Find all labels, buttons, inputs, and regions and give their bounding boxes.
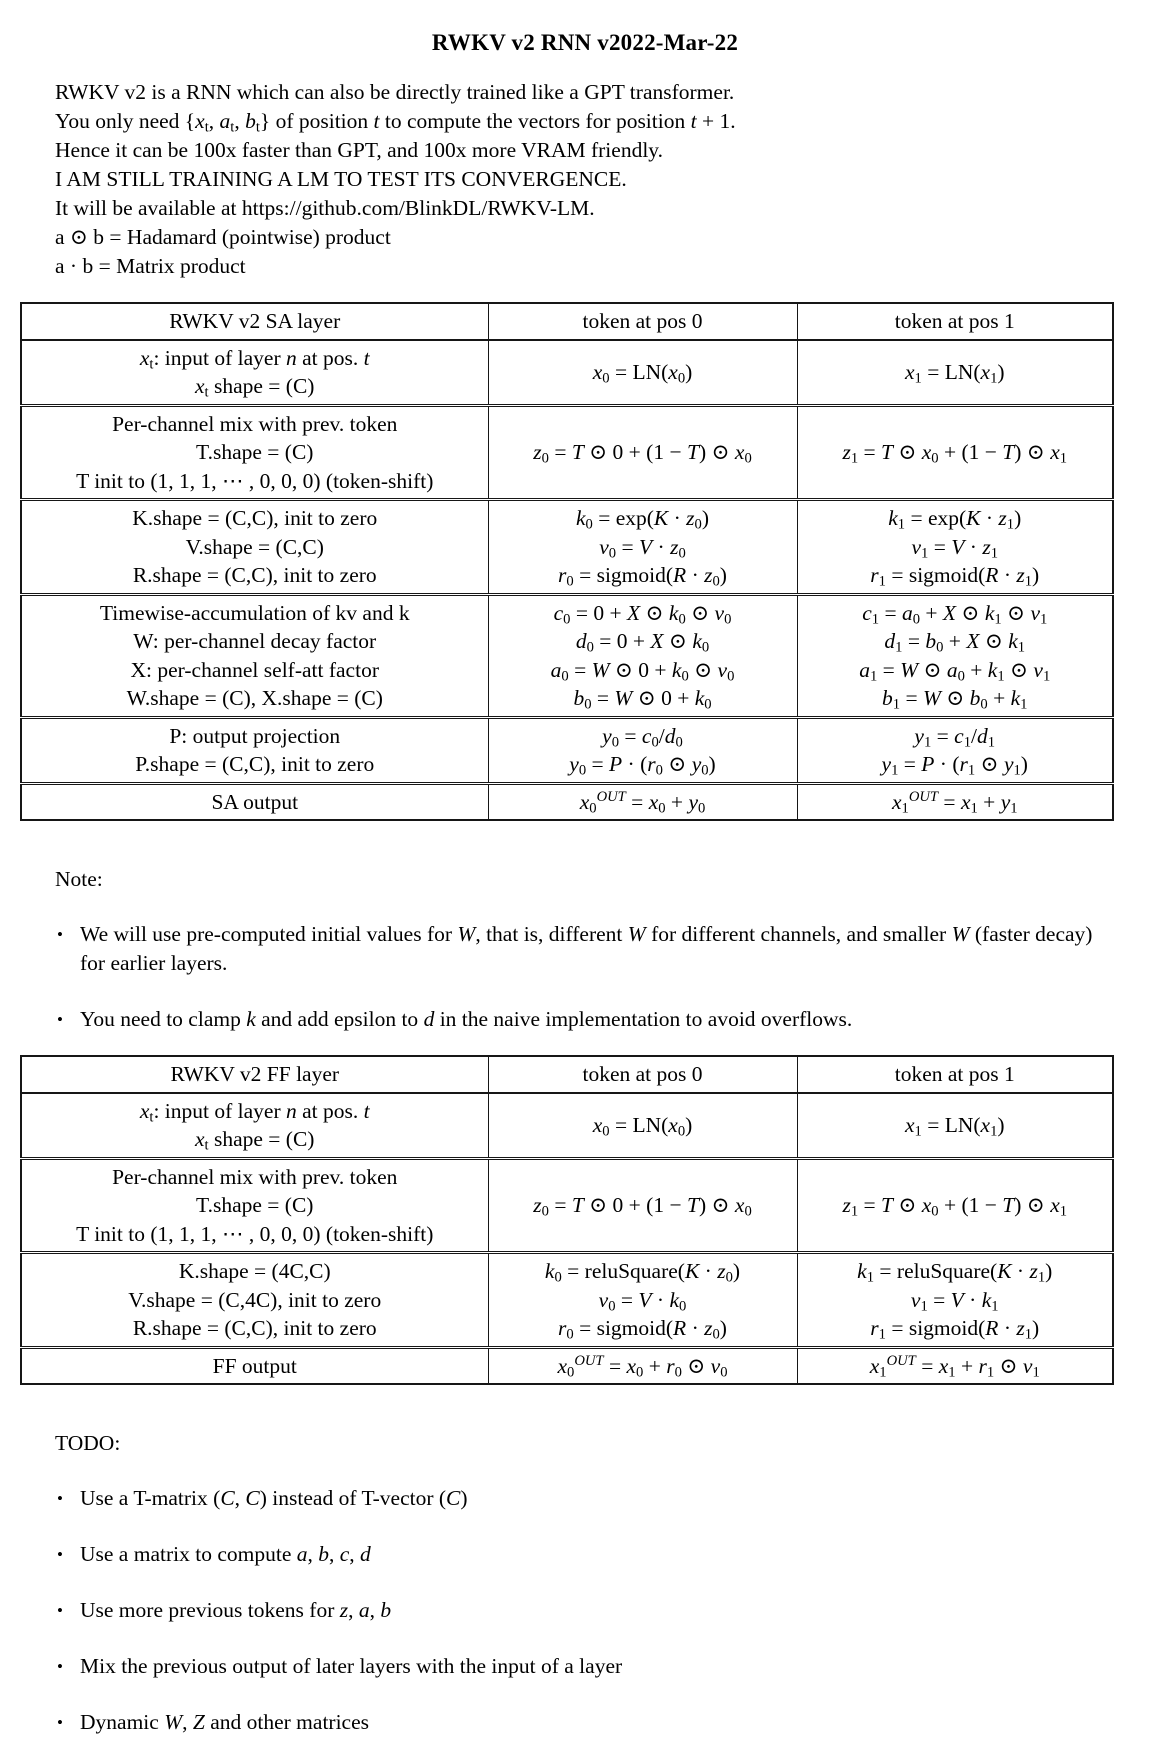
sa-row-projection-pos1: $y_1 = c_1/d_1$ $y_1 = P \cdot (r_1$ ⊙ $y_1$) <box>797 717 1113 783</box>
ff-table-header-row <box>21 1056 1113 1093</box>
intro-line-1: RWKV v2 is a RNN which can also be directly trained like a GPT transformer. <box>55 80 735 104</box>
sa-table-title-cell: RWKV v2 SA layer <box>21 303 488 340</box>
sa-row-projection-label: P: output projection P.shape = (C,C), init to zero <box>21 717 488 783</box>
todo-bullet-4 <box>57 1652 1170 1681</box>
note-bullet-2 <box>57 1005 1170 1034</box>
ff-header-pos0: token at pos 0 <box>488 1056 797 1093</box>
sa-row-kvr-pos1: $k_1 = \exp(K \cdot z_1)$ $v_1 = V \cdot z_1$ $r_1$ = sigmoid(R · $z_1$) <box>797 500 1113 595</box>
sa-row-accumulation-label: Timewise-accumulation of kv and k W: per-channel decay factor X: per-channel self-att factor W.shape = (C), X.shape = (C) <box>21 594 488 717</box>
bullet-icon: • <box>57 1010 63 1029</box>
sa-row-token-mix-pos0: $z_0 = T$ ⊙ 0 + (1 − T) ⊙ $x_0$ <box>488 405 797 500</box>
bullet-icon: • <box>57 1601 63 1620</box>
sa-row-accumulation <box>21 594 1113 717</box>
todo-bullet-2 <box>57 1540 1170 1569</box>
ff-row-output-pos1: $x_1^{OUT} = x_1 + r_1$ ⊙ $v_1$ <box>797 1347 1113 1384</box>
ff-row-input <box>21 1093 1113 1159</box>
bullet-icon: • <box>57 925 63 944</box>
bullet-icon: • <box>57 1489 63 1508</box>
todo-bullet-4-text: Mix the previous output of later layers with the input of a layer <box>80 1654 623 1678</box>
bullet-icon: • <box>57 1545 63 1564</box>
sa-row-kvr-label: K.shape = (C,C), init to zero V.shape = (C,C) R.shape = (C,C), init to zero <box>21 500 488 595</box>
todo-bullet-2-text: Use a matrix to compute a, b, c, d <box>80 1542 371 1566</box>
intro-line-2: You only need {$x_t$, $a_t$, $b_t$} of position t to compute the vectors for position t + 1. <box>55 109 736 136</box>
ff-row-token-mix-pos0: $z_0 = T$ ⊙ 0 + (1 − T) ⊙ $x_0$ <box>488 1158 797 1253</box>
note-bullet-list <box>0 920 1170 1034</box>
sa-row-token-mix <box>21 405 1113 500</box>
note-bullet-1-text: We will use pre-computed initial values for W, that is, different W for different channels, and smaller W (faster decay) for earlier layers. <box>80 922 1093 975</box>
sa-row-input-pos0: $x_0 = LN(x_0)$ <box>488 340 797 406</box>
bullet-icon: • <box>57 1657 63 1676</box>
ff-table-title-cell: RWKV v2 FF layer <box>21 1056 488 1093</box>
todo-bullet-1-text: Use a T-matrix (C, C) instead of T-vector (C) <box>80 1486 468 1510</box>
todo-bullet-list <box>0 1484 1170 1737</box>
ff-header-pos1: token at pos 1 <box>797 1056 1113 1093</box>
sa-row-token-mix-pos1: $z_1 = T$ ⊙ $x_0 + (1 - T)$ ⊙ $x_1$ <box>797 405 1113 500</box>
note-section <box>0 865 1170 1034</box>
sa-row-accumulation-pos0: $c_0 = 0 + X$ ⊙ $k_0$ ⊙ $v_0$ $d_0 = 0 + X$ ⊙ $k_0$ $a_0 = W$ ⊙ $0 + k_0$ ⊙ $v_0$ $b_0 = W$ ⊙ $0 + k_0$ <box>488 594 797 717</box>
todo-heading: TODO: <box>55 1431 121 1455</box>
bullet-icon: • <box>57 1713 63 1732</box>
intro-line-4: I AM STILL TRAINING A LM TO TEST ITS CONVERGENCE. <box>55 167 627 191</box>
intro-line-matrix-def: a · b = Matrix product <box>55 254 246 278</box>
sa-layer-table <box>20 302 1114 821</box>
sa-row-output <box>21 783 1113 820</box>
ff-row-kvr-pos1: $k_1$ = reluSquare(K · $z_1$) $v_1 = V \cdot k_1$ $r_1$ = sigmoid(R · $z_1$) <box>797 1253 1113 1348</box>
sa-header-pos0: token at pos 0 <box>488 303 797 340</box>
sa-header-pos1: token at pos 1 <box>797 303 1113 340</box>
ff-row-token-mix-label: Per-channel mix with prev. token T.shape = (C) T init to (1, 1, 1, ⋯ , 0, 0, 0) (token-shift) <box>21 1158 488 1253</box>
ff-row-token-mix <box>21 1158 1113 1253</box>
sa-row-input <box>21 340 1113 406</box>
sa-row-input-pos1: $x_1 = LN(x_1)$ <box>797 340 1113 406</box>
sa-row-output-pos0: $x_0^{OUT} = x_0 + y_0$ <box>488 783 797 820</box>
sa-row-kvr <box>21 500 1113 595</box>
note-bullet-1 <box>57 920 1170 978</box>
document-title: RWKV v2 RNN v2022-Mar-22 <box>431 30 739 55</box>
ff-row-output-label: FF output <box>21 1347 488 1384</box>
ff-row-kvr-label: K.shape = (4C,C) V.shape = (C,4C), init to zero R.shape = (C,C), init to zero <box>21 1253 488 1348</box>
todo-bullet-5 <box>57 1708 1170 1737</box>
todo-bullet-5-text: Dynamic W, Z and other matrices <box>80 1710 369 1734</box>
intro-line-hadamard-def: a ⊙ b = Hadamard (pointwise) product <box>55 225 391 249</box>
sa-row-projection-pos0: $y_0 = c_0/d_0$ $y_0 = P \cdot (r_0$ ⊙ $y_0$) <box>488 717 797 783</box>
sa-table-header-row <box>21 303 1113 340</box>
ff-row-output-pos0: $x_0^{OUT} = x_0 + r_0$ ⊙ $v_0$ <box>488 1347 797 1384</box>
intro-paragraph <box>55 78 1170 281</box>
sa-row-output-pos1: $x_1^{OUT} = x_1 + y_1$ <box>797 783 1113 820</box>
todo-bullet-3 <box>57 1596 1170 1625</box>
sa-row-token-mix-label: Per-channel mix with prev. token T.shape = (C) T init to (1, 1, 1, ⋯ , 0, 0, 0) (token-shift) <box>21 405 488 500</box>
ff-row-output <box>21 1347 1113 1384</box>
ff-row-kvr <box>21 1253 1113 1348</box>
sa-row-kvr-pos0: $k_0 = \exp(K \cdot z_0)$ $v_0 = V \cdot z_0$ $r_0$ = sigmoid(R · $z_0$) <box>488 500 797 595</box>
sa-row-projection <box>21 717 1113 783</box>
todo-bullet-1 <box>57 1484 1170 1513</box>
sa-row-accumulation-pos1: $c_1 = a_0 + X$ ⊙ $k_1$ ⊙ $v_1$ $d_1 = b_0 + X$ ⊙ $k_1$ $a_1 = W$ ⊙ $a_0 + k_1$ ⊙ $v_1$ $b_1 = W$ ⊙ $b_0 + k_1$ <box>797 594 1113 717</box>
note-bullet-2-text: You need to clamp k and add epsilon to d in the naive implementation to avoid overflows. <box>80 1007 853 1031</box>
ff-layer-table <box>20 1055 1114 1385</box>
todo-section <box>0 1429 1170 1737</box>
ff-row-input-label: $x_t$: input of layer n at pos. t $x_t$ shape = (C) <box>21 1093 488 1159</box>
note-heading: Note: <box>55 867 103 891</box>
todo-bullet-3-text: Use more previous tokens for z, a, b <box>80 1598 392 1622</box>
intro-line-3: Hence it can be 100x faster than GPT, and 100x more VRAM friendly. <box>55 138 664 162</box>
ff-row-input-pos1: $x_1 = LN(x_1)$ <box>797 1093 1113 1159</box>
intro-line-repo-url: It will be available at https://github.com/BlinkDL/RWKV-LM. <box>55 196 595 220</box>
sa-row-input-label: $x_t$: input of layer n at pos. t $x_t$ shape = (C) <box>21 340 488 406</box>
sa-row-output-label: SA output <box>21 783 488 820</box>
ff-row-kvr-pos0: $k_0$ = reluSquare(K · $z_0$) $v_0 = V \cdot k_0$ $r_0$ = sigmoid(R · $z_0$) <box>488 1253 797 1348</box>
ff-row-input-pos0: $x_0 = LN(x_0)$ <box>488 1093 797 1159</box>
ff-row-token-mix-pos1: $z_1 = T$ ⊙ $x_0 + (1 - T)$ ⊙ $x_1$ <box>797 1158 1113 1253</box>
